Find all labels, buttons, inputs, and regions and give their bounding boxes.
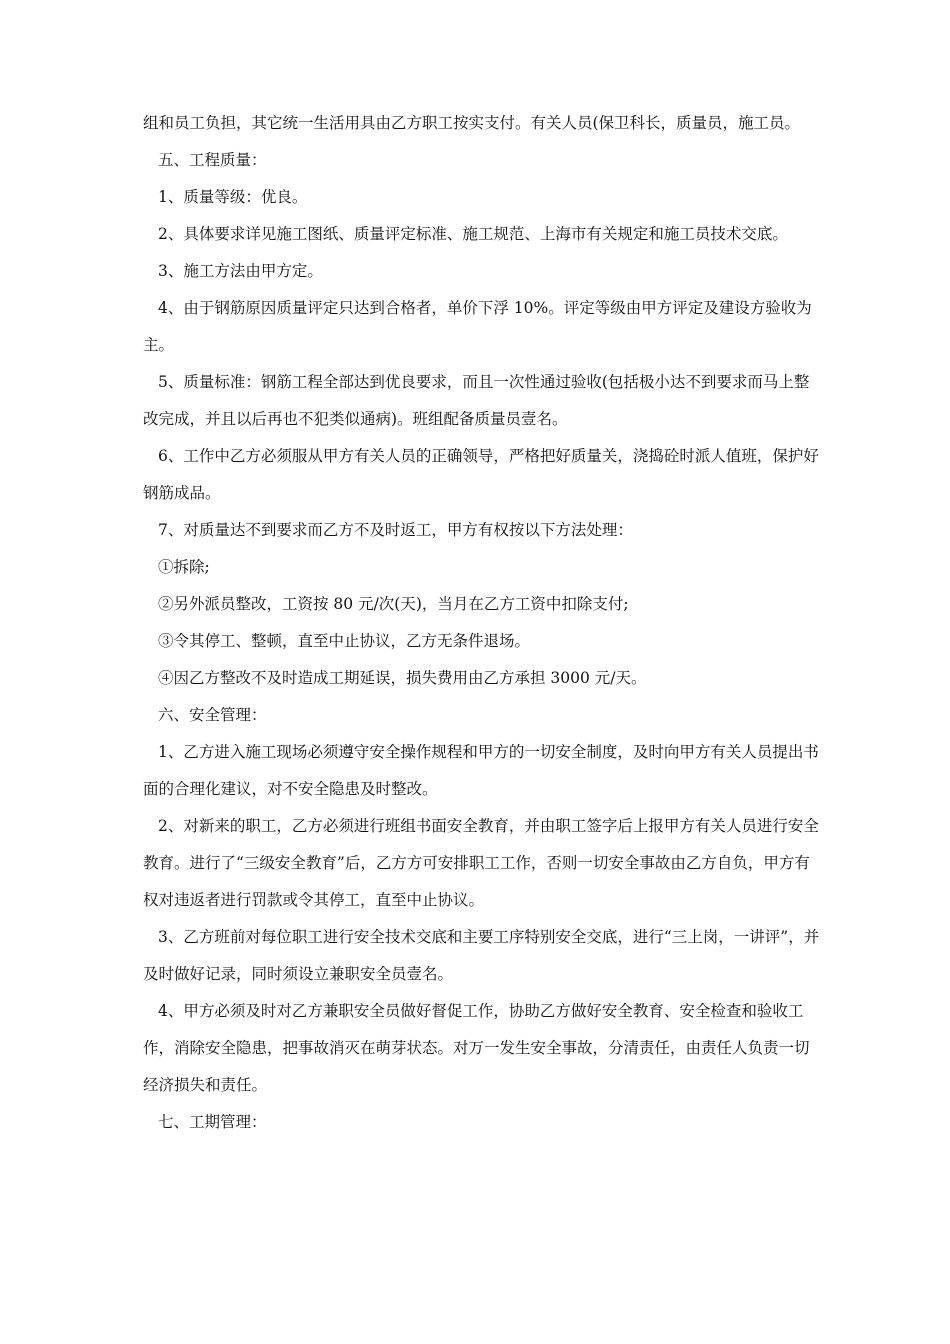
paragraph-quality-6: 6、工作中乙方必须服从甲方有关人员的正确领导，严格把好质量关，浇捣砼时派人值班，保护好钢筋成品。: [143, 447, 819, 502]
list-item-suspend: ③令其停工、整顿，直至中止协议，乙方无条件退场。: [158, 632, 531, 650]
paragraph-continuation: 组和员工负担，其它统一生活用具由乙方职工按实支付。有关人员(保卫科长，质量员，施工员。: [143, 114, 801, 132]
paragraph-quality-2: 2、具体要求详见施工图纸、质量评定标准、施工规范、上海市有关规定和施工员技术交底。: [158, 225, 788, 243]
paragraph-safety-4: 4、甲方必须及时对乙方兼职安全员做好督促工作，协助乙方做好安全教育、安全检查和验收工作，消除安全隐患，把事故消灭在萌芽状态。对万一发生安全事故，分清责任，由责任人负责一切经济损失和责任。: [143, 1002, 810, 1094]
paragraph-safety-1: 1、乙方进入施工现场必须遵守安全操作规程和甲方的一切安全制度，及时向甲方有关人员提出书面的合理化建议，对不安全隐患及时整改。: [143, 743, 819, 798]
paragraph-safety-3: 3、乙方班前对每位职工进行安全技术交底和主要工序特别安全交底，进行“三上岗，一讲评”，并及时做好记录，同时须设立兼职安全员壹名。: [143, 928, 820, 983]
paragraph-quality-3: 3、施工方法由甲方定。: [158, 262, 323, 280]
section-heading-quality: 五、工程质量：: [158, 151, 267, 169]
paragraph-quality-7: 7、对质量达不到要求而乙方不及时返工，甲方有权按以下方法处理：: [158, 521, 633, 539]
paragraph-quality-4: 4、由于钢筋原因质量评定只达到合格者，单价下浮 10%。评定等级由甲方评定及建设方验收为主。: [143, 299, 812, 354]
list-item-delay-penalty: ④因乙方整改不及时造成工期延误，损失费用由乙方承担 3000 元/天。: [158, 669, 647, 687]
paragraph-safety-2: 2、对新来的职工，乙方必须进行班组书面安全教育，并由职工签字后上报甲方有关人员进行安全教育。进行了“三级安全教育”后，乙方方可安排职工工作，否则一切安全事故由乙方自负，甲方有权对违返者进行罚款或令其停工，直至中止协议。: [143, 817, 819, 909]
paragraph-quality-5: 5、质量标准：钢筋工程全部达到优良要求，而且一次性通过验收(包括极小达不到要求而马上整改完成，并且以后再也不犯类似通病)。班组配备质量员壹名。: [143, 373, 810, 428]
section-heading-safety: 六、安全管理：: [158, 706, 267, 724]
list-item-remove: ①拆除;: [158, 558, 210, 576]
section-heading-schedule: 七、工期管理：: [158, 1113, 267, 1131]
list-item-rework: ②另外派员整改，工资按 80 元/次(天)，当月在乙方工资中扣除支付;: [158, 595, 629, 613]
paragraph-quality-1: 1、质量等级：优良。: [158, 188, 308, 206]
